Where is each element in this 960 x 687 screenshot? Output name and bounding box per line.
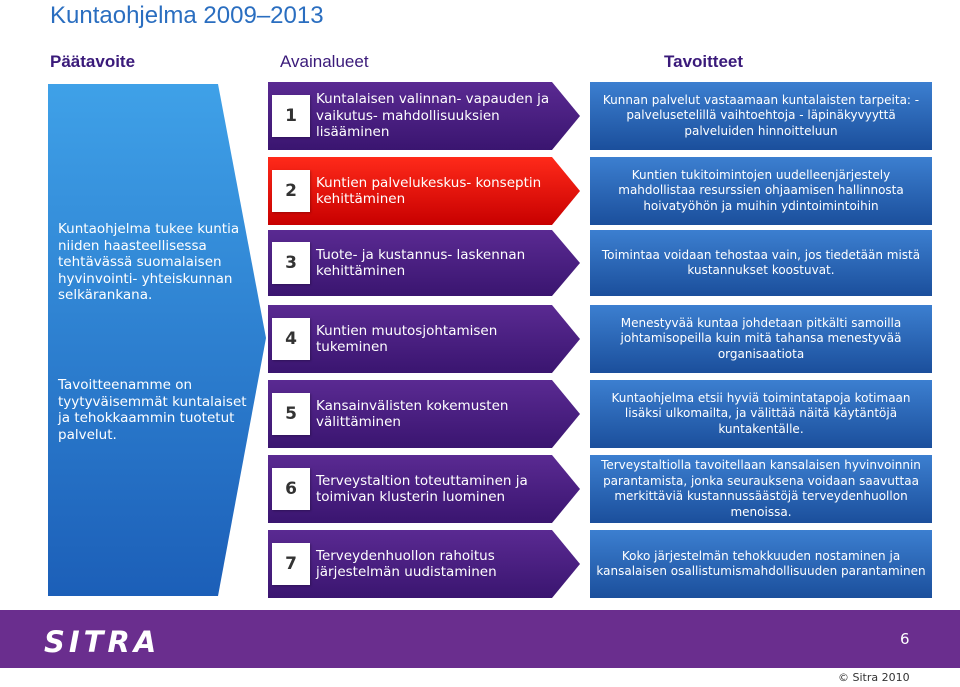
key-area-text: Terveystaltion toteuttaminen ja toimivan klusterin luominen — [316, 472, 528, 505]
goal-text: Terveystaltiolla tavoitellaan kansalaisen hyvinvoinnin parantamista, jonka seurauksena voidaan saavuttaa merkittäviä kustannussäästöjä terveydenhuollon menoissa. — [601, 458, 921, 519]
key-area-text: Kansainvälisten kokemusten välittäminen — [316, 397, 509, 430]
row-number: 1 — [272, 95, 310, 137]
footer-bar — [0, 610, 960, 668]
goal-text: Kuntien tukitoimintojen uudelleenjärjestely mahdollistaa resurssien ohjaamisen hallinnosta hoivatyöhön ja muihin ydintoimintoihin — [618, 167, 904, 213]
row-number: 3 — [272, 242, 310, 284]
goal-text: Kuntaohjelma etsii hyviä toimintatapoja kotimaan lisäksi ulkomailta, ja välittää näitä käytäntöjä kuntakentälle. — [611, 390, 911, 436]
sitra-logo: SITRA — [44, 625, 161, 659]
key-area-text: Kuntalaisen valinnan- vapauden ja vaikutus- mahdollisuuksien lisääminen — [316, 91, 550, 141]
page-title: Kuntaohjelma 2009–2013 — [50, 2, 324, 29]
main-goal-chevron — [48, 84, 266, 596]
column-header-avainalueet: Avainalueet — [280, 52, 369, 71]
goal-text: Menestyvää kuntaa johdetaan pitkälti samoilla johtamisopeilla kuin mitä tahansa menestyvää organisaatiota — [620, 315, 902, 361]
main-goal-text: Kuntaohjelma tukee kuntia niiden haasteellisessa tehtävässä suomalaisen hyvinvointi- yhteiskunnan selkärankana. — [58, 221, 240, 303]
key-area-text: Terveydenhuollon rahoitus järjestelmän uudistaminen — [316, 547, 497, 580]
row-number: 7 — [272, 543, 310, 585]
column-header-tavoitteet: Tavoitteet — [664, 52, 744, 71]
row-number: 2 — [272, 170, 310, 212]
column-header-paatavoite: Päätavoite — [50, 52, 136, 71]
goal-text: Koko järjestelmän tehokkuuden nostaminen ja kansalaisen osallistumismahdollisuuden parantaminen — [596, 548, 926, 578]
row-number: 4 — [272, 318, 310, 360]
page-number: 6 — [900, 630, 910, 648]
goal-text: Toimintaa voidaan tehostaa vain, jos tiedetään mistä kustannukset koostuvat. — [601, 247, 921, 277]
row-number: 6 — [272, 468, 310, 510]
copyright: © Sitra 2010 — [838, 671, 910, 684]
goal-text: Kunnan palvelut vastaamaan kuntalaisten tarpeita: - palvelusetelillä vaihtoehtoja - läpinäkyvyyttä palveluiden hinnoitteluun — [602, 92, 920, 138]
key-area-text: Kuntien muutosjohtamisen tukeminen — [316, 322, 498, 355]
key-area-text: Tuote- ja kustannus- laskennan kehittäminen — [316, 246, 526, 279]
row-number: 5 — [272, 393, 310, 435]
main-goal-subtext: Tavoitteenamme on tyytyväisemmät kuntalaiset ja tehokkaammin tuotetut palvelut. — [58, 377, 247, 443]
key-area-text: Kuntien palvelukeskus- konseptin kehittäminen — [316, 174, 542, 207]
